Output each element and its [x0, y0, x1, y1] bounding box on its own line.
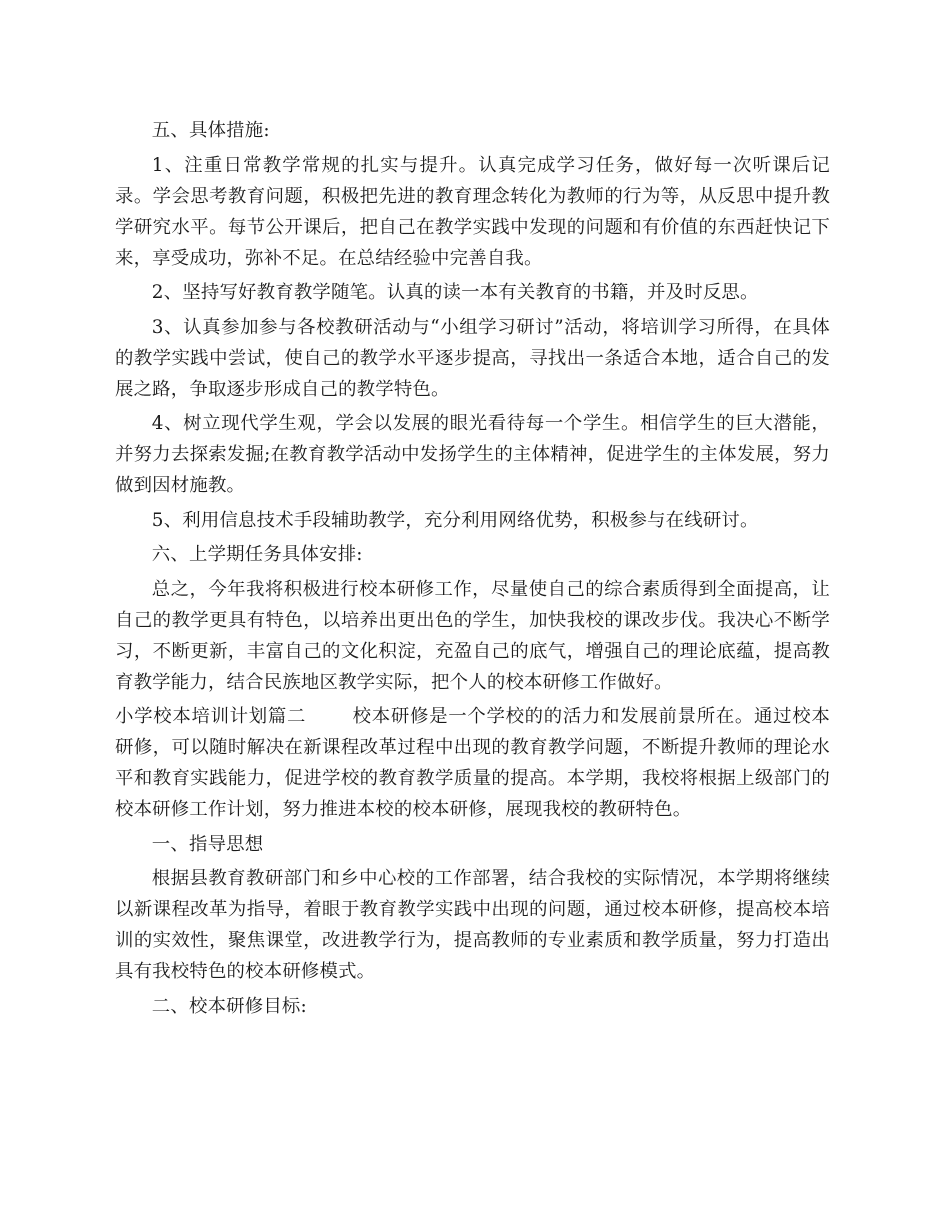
part-two-title: 小学校本培训计划篇二	[115, 706, 307, 727]
section-heading-guiding-thought: 一、指导思想	[151, 833, 264, 855]
paragraph-summary: 总之，今年我将积极进行校本研修工作，尽量使自己的综合素质得到全面提高，让自己的教学更具有特色，以培养出更出色的学生，加快我校的课改步伐。我决心不断学习，不断更新，丰富自己的文化积淀，充盈自己的底气，增强自己的理论底蕴，提高教育教学能力，结合民族地区教学实际，把个人的校本研修工作做好。	[115, 578, 830, 693]
paragraph-guiding-thought: 根据县教育教研部门和乡中心校的工作部署，结合我校的实际情况，本学期将继续以新课程改革为指导，着眼于教育教学实践中出现的问题，通过校本研修，提高校本培训的实效性，聚焦课堂，改进教学行为，提高教师的专业素质和教学质量，努力打造出具有我校特色的校本研修模式。	[115, 868, 830, 982]
section-heading-schedule: 六、上学期任务具体安排:	[151, 544, 363, 565]
section-heading-measures: 五、具体措施:	[151, 120, 270, 141]
section-heading-goals: 二、校本研修目标:	[151, 995, 307, 1017]
paragraph-measure-2: 2、坚持写好教育教学随笔。认真的读一本有关教育的书籍，并及时反思。	[151, 282, 759, 303]
paragraph-part-two-intro	[115, 701, 830, 825]
document-body	[115, 115, 830, 1025]
paragraph-measure-3: 3、认真参加参与各校教研活动与“小组学习研讨”活动，将培训学习所得，在具体的教学实践中尝试，使自己的教学水平逐步提高，寻找出一条适合本地，适合自己的发展之路，争取逐步形成自己的教学特色。	[115, 316, 830, 400]
paragraph-measure-1: 1、注重日常教学常规的扎实与提升。认真完成学习任务，做好每一次听课后记录。学会思考教育问题，积极把先进的教育理念转化为教师的行为等，从反思中提升教学研究水平。每节公开课后，把自己在教学实践中发现的问题和有价值的东西赶快记下来，享受成功，弥补不足。在总结经验中完善自我。	[115, 154, 830, 269]
part-two-intro-text: 校本研修是一个学校的的活力和发展前景所在。通过校本研修，可以随时解决在新课程改革过程中出现的教育教学问题，不断提升教师的理论水平和教育实践能力，促进学校的教育教学质量的提高。本学期，我校将根据上级部门的校本研修工作计划，努力推进本校的校本研修，展现我校的教研特色。	[115, 706, 830, 820]
paragraph-measure-5: 5、利用信息技术手段辅助教学，充分利用网络优势，积极参与在线研讨。	[151, 509, 759, 531]
paragraph-measure-4: 4、树立现代学生观，学会以发展的眼光看待每一个学生。相信学生的巨大潜能，并努力去探索发掘;在教育教学活动中发扬学生的主体精神，促进学生的主体发展，努力做到因材施教。	[115, 413, 830, 496]
